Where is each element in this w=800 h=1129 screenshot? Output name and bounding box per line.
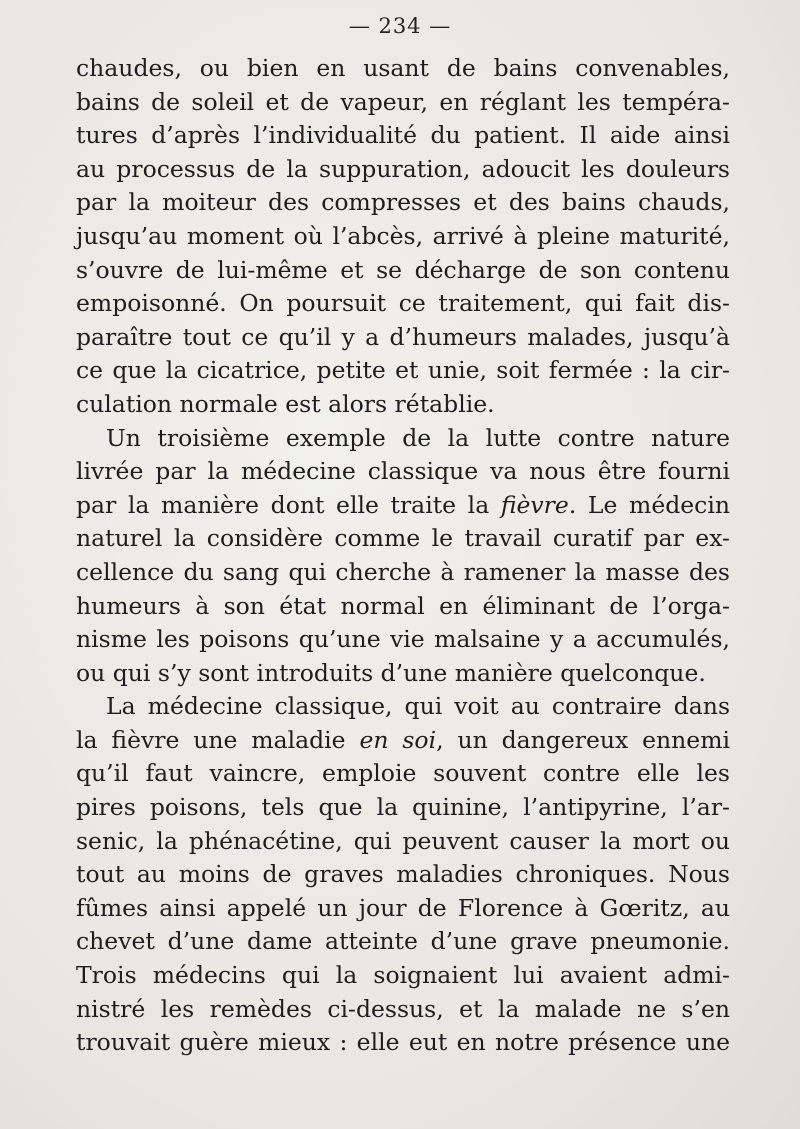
- text-fragment: . Le médecin: [568, 490, 730, 519]
- text-line-paragraph-end: ou qui s’y sont introduits d’une manière quelconque.: [76, 658, 706, 687]
- text-line: au processus de la suppuration, adoucit les douleurs: [76, 154, 730, 183]
- text-line: humeurs à son état normal en éliminant de l’orga-: [76, 591, 730, 620]
- text-line: Trois médecins qui la soignaient lui avaient admi-: [76, 961, 730, 990]
- text-line: trouvait guère mieux : elle eut en notre présence une: [76, 1028, 730, 1057]
- text-line: tures d’après l’individualité du patient. Il aide ainsi: [76, 121, 730, 150]
- text-line: chevet d’une dame atteinte d’une grave pneumonie.: [76, 927, 730, 956]
- text-line: naturel la considère comme le travail curatif par ex-: [76, 524, 730, 553]
- text-line: jusqu’au moment où l’abcès, arrivé à pleine maturité,: [76, 221, 730, 250]
- text-line: s’ouvre de lui-même et se décharge de son contenu: [76, 255, 730, 284]
- text-line: nisme les poisons qu’une vie malsaine y a accumulés,: [76, 625, 730, 654]
- text-line: bains de soleil et de vapeur, en réglant les tempéra-: [76, 87, 730, 116]
- text-line: senic, la phénacétine, qui peuvent causer la mort ou: [76, 826, 730, 855]
- text-line: cellence du sang qui cherche à ramener la masse des: [76, 557, 730, 586]
- text-fragment: la fièvre une maladie: [76, 725, 360, 754]
- text-fragment: par la manière dont elle traite la: [76, 490, 501, 519]
- body-text: [76, 52, 730, 1060]
- italic-term: fièvre: [500, 490, 569, 519]
- text-line: pires poisons, tels que la quinine, l’antipyrine, l’ar-: [76, 793, 730, 822]
- text-line: qu’il faut vaincre, emploie souvent contre elle les: [76, 759, 730, 788]
- text-line-paragraph-start: La médecine classique, qui voit au contraire dans: [106, 692, 730, 721]
- text-line-with-italic: [76, 489, 730, 523]
- text-line: fûmes ainsi appelé un jour de Florence à Gœritz, au: [76, 893, 730, 922]
- text-line-with-italic: [76, 724, 730, 758]
- text-line: tout au moins de graves maladies chroniques. Nous: [76, 860, 730, 889]
- text-line: par la moiteur des compresses et des bains chauds,: [76, 188, 730, 217]
- text-line-paragraph-start: Un troisième exemple de la lutte contre nature: [106, 423, 730, 452]
- text-line-paragraph-end: culation normale est alors rétablie.: [76, 389, 495, 418]
- text-line: livrée par la médecine classique va nous être fourni: [76, 457, 730, 486]
- page-number: — 234 —: [348, 14, 452, 38]
- text-line: empoisonné. On poursuit ce traitement, qui fait dis-: [76, 289, 730, 318]
- text-line: chaudes, ou bien en usant de bains convenables,: [76, 54, 730, 82]
- text-line: paraître tout ce qu’il y a d’humeurs malades, jusqu’à: [76, 322, 730, 351]
- text-line: nistré les remèdes ci-dessus, et la malade ne s’en: [76, 994, 730, 1023]
- italic-term: en soi: [359, 725, 437, 754]
- text-fragment: , un dangereux ennemi: [436, 725, 731, 754]
- text-line: ce que la cicatrice, petite et unie, soit fermée : la cir-: [76, 356, 730, 385]
